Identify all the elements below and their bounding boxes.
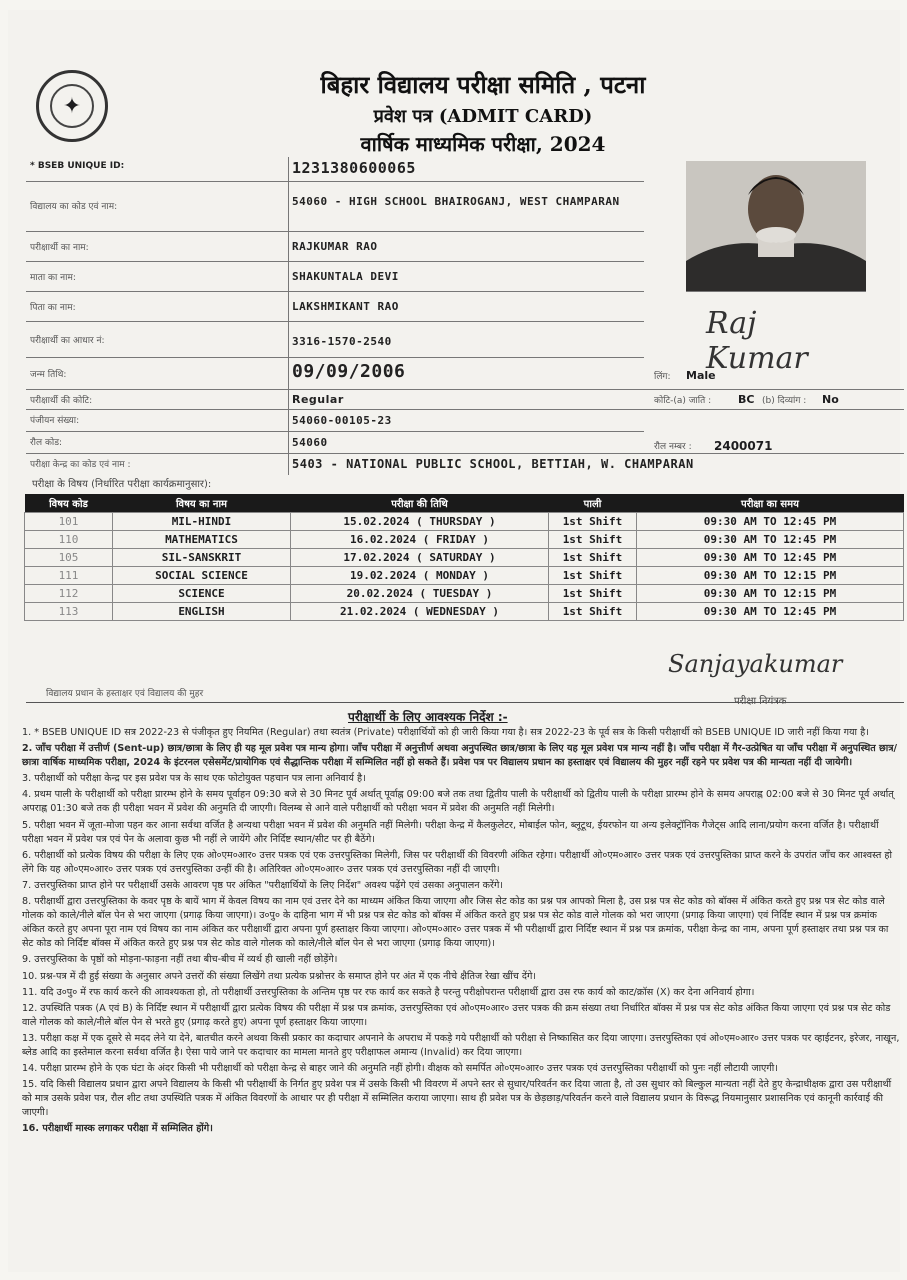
row-aadhar: परीक्षार्थी का आधार नं: 3316-1570-2540	[26, 321, 644, 358]
gender: Male	[686, 369, 716, 382]
card-title: प्रवेश पत्र (ADMIT CARD)	[373, 106, 593, 127]
row-father: पिता का नाम: LAKSHMIKANT RAO	[26, 291, 644, 322]
row-dob: जन्म तिथि: 09/09/2006 लिंग: Male	[26, 357, 904, 390]
table-row: 101 MIL-HINDI 15.02.2024 ( THURSDAY ) 1st Shift 09:30 AM TO 12:45 PM	[25, 513, 904, 531]
bseb-logo	[36, 70, 108, 142]
emblem-icon: ✦	[50, 84, 94, 128]
roll-code: 54060	[292, 436, 328, 449]
school: 54060 - HIGH SCHOOL BHAIROGANJ, WEST CHAMPARAN	[292, 195, 620, 208]
row-category: परीक्षार्थी की कोटि: Regular कोटि-(a) जाति : BC (b) दिव्यांग : No	[26, 389, 904, 410]
father-name: LAKSHMIKANT RAO	[292, 300, 399, 313]
instructions-title: परीक्षार्थी के लिए आवश्यक निर्देश :-	[348, 710, 508, 724]
controller-signature: Sanjayakumar	[668, 650, 843, 678]
instruction-item: 12. उपस्थिति पत्रक (A एवं B) के निर्दिष्ट स्थान में परीक्षार्थी द्वारा प्रत्येक विषय की परीक्षा में प्रश्न पत्र क्रमांक, उत्तरपुस्तिका एवं ओ०एम०आर० उत्तर पत्रक की क्रम संख्या तथा निर्धारित बॉक्स में प्रश्न पत्र सेट कोड अंकित किया जाएगा एवं प्रश्न पत्र सेट कोड वाले गोलक को काले/नीले बॉल पेन से भरते हुए (प्रगाढ़ करते हुए) अपना पूर्ण हस्ताक्षर किया जाएगा।	[22, 1002, 891, 1028]
subjects-label: परीक्षा के विषय (निर्धारित परीक्षा कार्यक्रमानुसार):	[32, 479, 212, 490]
instruction-item: 2. जाँच परीक्षा में उत्तीर्ण (Sent-up) छात्र/छात्रा के लिए ही यह मूल प्रवेश पत्र मान्य होगा। जाँच परीक्षा में अनुत्तीर्ण अथवा अनुपस्थित छात्र/छात्रा के लिए यह मूल प्रवेश पत्र मान्य नहीं है। जाँच परीक्षा में गैर-उत्प्रेषित या जाँच परीक्षा में अनुपस्थित छात्र/छात्रा वार्षिक माध्यमिक परीक्षा, 2024 के इंटरनल एसेसमेंट/प्रायोगिक एवं सैद्धान्तिक परीक्षा में सम्मिलित नहीं हो सकते हैं। प्रवेश पत्र पर विद्यालय प्रधान का हस्ताक्षर एवं विद्यालय की मुहर नहीं रहने पर प्रवेश पत्र की मान्यता नहीं दी जायेगी।	[22, 743, 898, 769]
candidate-info	[26, 157, 904, 475]
row-unique-id: * BSEB UNIQUE ID: 1231380600065	[26, 157, 644, 182]
exam-schedule-table: विषय कोड विषय का नाम परीक्षा की तिथि पाली परीक्षा का समय 101 MIL-HINDI 15.02.2024 ( THURSDAY ) 1st Shift 09:30 AM TO 12:45 PM 110 MATHEMATICS 16.02.2024 ( FRIDAY ) 1st Shift 09:30 AM TO 12:45 PM 105 SIL-SANSKRIT 17.02.2024 ( SATURDAY ) 1st Shift 09:30 AM TO 12:45 PM 111 SOCIAL SCIENCE 19.02.2024 ( MONDAY ) 1st Shift 09:30 AM TO 12:15 PM 112 SCIENCE 20.02.2024 ( TUESDAY ) 1st Shift 09:30 AM TO 12:15 PM 113 ENGLISH 21.02.2024 ( WEDNESDAY ) 1st Shift 09:30 AM TO 12:45 PM	[24, 494, 904, 621]
instructions-list	[22, 726, 902, 1139]
controller-label	[734, 693, 786, 707]
instruction-item: 8. परीक्षार्थी द्वारा उत्तरपुस्तिका के कवर पृष्ठ के बायें भाग में केवल विषय का नाम एवं उत्तर देने का माध्यम अंकित किया जाएगा और जिस सेट कोड का प्रश्न पत्र आपको मिला है, उस प्रश्न पत्र सेट कोड को बॉक्स में अंकित करते हुए प्रश्न पत्र सेट कोड वाले गोलक को काले/नीले बॉल पेन से भरा जाएगा (प्रगाढ़ किया जाएगा)। उ०पु० के दाहिना भाग में भी प्रश्न पत्र सेट कोड को बॉक्स में अंकित करते हुए प्रश्न पत्र सेट कोड वाले गोलक को भरा जाएगा (प्रगाढ़ किया जाएगा) एवं निर्दिष्ट स्थान में प्रश्न पत्र क्रमांक अंकित करते हुए अपना पूरा नाम एवं विषय का नाम अंकित कर परीक्षार्थी द्वारा अपना पूर्ण हस्ताक्षर किया जाएगा। ओ०एम०आर० उत्तर पत्रक में भी परीक्षार्थी द्वारा निर्दिष्ट स्थान में प्रश्न पत्र क्रमांक, परीक्षा केन्द्र का नाम, अपना पूर्ण हस्ताक्षर तथा प्रश्न पत्र का सेट कोड को निर्दिष्ट बॉक्स में अंकित करते हुए प्रश्न पत्र सेट कोड वाले गोलक को काले/नीले बॉल पेन से भरा जाएगा (प्रगाढ़ किया जाएगा)।	[22, 896, 889, 950]
row-school: विद्यालय का कोड एवं नाम: 54060 - HIGH SCHOOL BHAIROGANJ, WEST CHAMPARAN	[26, 181, 644, 232]
exam-centre: 5403 - NATIONAL PUBLIC SCHOOL, BETTIAH, W. CHAMPARAN	[292, 457, 694, 471]
row-mother: माता का नाम: SHAKUNTALA DEVI	[26, 261, 644, 292]
category: Regular	[292, 393, 344, 406]
admit-card-sheet	[8, 10, 900, 1272]
registration: 54060-00105-23	[292, 414, 392, 427]
school-seal-label: विद्यालय प्रधान के हस्ताक्षर एवं विद्यालय की मुहर	[46, 689, 204, 699]
row-reg: पंजीयन संख्या: 54060-00105-23	[26, 409, 644, 432]
exam-title: वार्षिक माध्यमिक परीक्षा, 2024	[360, 132, 606, 156]
table-row: 105 SIL-SANSKRIT 17.02.2024 ( SATURDAY ) 1st Shift 09:30 AM TO 12:45 PM	[25, 549, 904, 567]
candidate-photo	[686, 161, 866, 291]
instruction-item: 6. परीक्षार्थी को प्रत्येक विषय की परीक्षा के लिए एक ओ०एम०आर० उत्तर पत्रक एवं एक उत्तरपुस्तिका मिलेगी, जिस पर परीक्षार्थी की विवरणी अंकित रहेगा। परीक्षार्थी ओ०एम०आर० उत्तर पत्रक एवं उत्तरपुस्तिका प्राप्त करने के उपरांत जाँच कर आश्वस्त हो लेंगे कि यह ओ०एम०आर० उत्तर पत्रक एवं उत्तरपुस्तिका उन्हीं की है। अतिरिक्त ओ०एम०आर० उत्तर पत्रक एवं उत्तरपुस्तिका नहीं दी जाएगी।	[22, 849, 892, 875]
instruction-item: 5. परीक्षा भवन में जूता-मोजा पहन कर आना सर्वथा वर्जित है अन्यथा परीक्षा भवन में प्रवेश की अनुमति नहीं मिलेगी। परीक्षा केन्द्र में कैलकुलेटर, मोबाईल फोन, ब्लूटूथ, ईयरफोन या अन्य इलेक्ट्रॉनिक गैजेट्स आदि लाना/प्रयोग करना वर्जित है। परीक्षार्थी परीक्षा भवन में प्रवेश पत्र एवं पेन के अलावा कुछ भी नहीं ले जायेंगे और निर्दिष्ट स्थान/सीट पर ही बैठेंगे।	[22, 819, 879, 845]
unique-id: 1231380600065	[292, 159, 416, 177]
divyang: No	[822, 393, 839, 406]
instruction-item: 14. परीक्षा प्रारम्भ होने के एक घंटा के अंदर किसी भी परीक्षार्थी को परीक्षा केन्द्र से बाहर जाने की अनुमति नहीं होगी। वीक्षक को समर्पित ओ०एम०आर० उत्तर पत्रक एवं उत्तरपुस्तिका परीक्षार्थी को पुनः नहीं लौटायी जाएगी।	[22, 1063, 778, 1075]
instruction-item: 16. परीक्षार्थी मास्क लगाकर परीक्षा में सम्मिलित होंगे।	[22, 1123, 213, 1135]
mother-name: SHAKUNTALA DEVI	[292, 270, 399, 283]
candidate-name: RAJKUMAR RAO	[292, 240, 378, 253]
instruction-item: 10. प्रश्न-पत्र में दी हुई संख्या के अनुसार अपने उत्तरों की संख्या लिखेंगे तथा प्रत्येक प्रश्नोत्तर के समाप्त होने पर अंत में एक नीचे क्षैतिज रेखा खींच देंगे।	[22, 970, 537, 982]
candidate-signature: Raj Kumar	[686, 291, 866, 368]
instruction-item: 13. परीक्षा कक्ष में एक दूसरे से मदद लेने या देने, बातचीत करने अथवा किसी प्रकार का कदाचार अपनाने के अपराध में पकड़े गये परीक्षार्थी को परीक्षा से निष्कासित कर दिया जाएगा। उत्तरपुस्तिका एवं ओ०एम०आर० उत्तर पत्रक पर व्हाईटनर, इरेजर, नाखून, ब्लेड आदि का इस्तेमाल करना सर्वथा वर्जित है। ऐसा पाये जाने पर कदाचार का मामला मानते हुए परीक्षाफल अमान्य (Invalid) कर दिया जाएगा।	[22, 1032, 900, 1058]
dob: 09/09/2006	[292, 361, 406, 382]
row-name: परीक्षार्थी का नाम: RAJKUMAR RAO	[26, 231, 644, 262]
row-roll-code: रौल कोड: 54060 रौल नम्बर : 2400071	[26, 431, 904, 454]
table-row: 112 SCIENCE 20.02.2024 ( TUESDAY ) 1st Shift 09:30 AM TO 12:15 PM	[25, 585, 904, 603]
instruction-item: 1. * BSEB UNIQUE ID सत्र 2022-23 से पंजीकृत हुए नियमित (Regular) तथा स्वतंत्र (Private) परीक्षार्थियों को ही जारी किया गया है। सत्र 2022-23 के पूर्व सत्र के किसी परीक्षार्थी को BSEB UNIQUE ID जारी नहीं किया गया है।	[22, 727, 869, 738]
instruction-item: 7. उत्तरपुस्तिका प्राप्त होने पर परीक्षार्थी उसके आवरण पृष्ठ पर अंकित "परीक्षार्थियों के लिए निर्देश" अवश्य पढ़ेंगे एवं उसका अनुपालन करेंगे।	[22, 879, 503, 891]
caste: BC	[738, 393, 755, 406]
row-centre: परीक्षा केन्द्र का कोड एवं नाम : 5403 - NATIONAL PUBLIC SCHOOL, BETTIAH, W. CHAMPARAN	[30, 457, 694, 471]
aadhar: 3316-1570-2540	[292, 335, 392, 348]
org-title: बिहार विद्यालय परीक्षा समिति , पटना	[320, 70, 646, 99]
table-row: 113 ENGLISH 21.02.2024 ( WEDNESDAY ) 1st Shift 09:30 AM TO 12:45 PM	[25, 603, 904, 621]
instruction-item: 11. यदि उ०पु० में रफ कार्य करने की आवश्यकता हो, तो परीक्षार्थी उत्तरपुस्तिका के अन्तिम पृष्ठ पर रफ कार्य कर सकते है परन्तु परीक्षोपरान्त परीक्षार्थी द्वारा उस रफ कार्य को काट/क्रॉस (X) कर देना अनिवार्य होगा।	[22, 986, 755, 998]
instruction-item: 9. उत्तरपुस्तिका के पृष्ठों को मोड़ना-फाड़ना नहीं तथा बीच-बीच में व्यर्थ ही खाली नहीं छोड़ेंगे।	[22, 954, 338, 966]
table-row: 110 MATHEMATICS 16.02.2024 ( FRIDAY ) 1st Shift 09:30 AM TO 12:45 PM	[25, 531, 904, 549]
table-row: 111 SOCIAL SCIENCE 19.02.2024 ( MONDAY ) 1st Shift 09:30 AM TO 12:15 PM	[25, 567, 904, 585]
instruction-item: 15. यदि किसी विद्यालय प्रधान द्वारा अपने विद्यालय के किसी भी परीक्षार्थी के निर्गत हुए प्रवेश पत्र में उसके किसी भी विवरण में अपने स्तर से सुधार/परिवर्तन कर दिया जाता है, तो उस सुधार को बिल्कुल मान्यता नहीं देते हुए केन्द्राधीक्षक द्वारा उस परीक्षार्थी को मात्र उसके प्रवेश पत्र, रौल शीट तथा उपस्थिति पत्रक में अंकित विवरणों के आधार पर ही परीक्षा में सम्मिलित कराया जाएगा। साथ ही प्रवेश पत्र के छेड़छाड़/परिवर्तन करने वाले विद्यालय प्रधान के विरूद्ध नियमानुसार प्रशासनिक एवं कानूनी कार्रवाई की जाएगी।	[22, 1079, 892, 1119]
instruction-item: 3. परीक्षार्थी को परीक्षा केन्द्र पर इस प्रवेश पत्र के साथ एक फोटोयुक्त पहचान पत्र लाना अनिवार्य है।	[22, 773, 366, 785]
roll-number: 2400071	[714, 439, 773, 453]
instruction-item: 4. प्रथम पाली के परीक्षार्थी को परीक्षा प्रारम्भ होने के समय पूर्वाहन 09:30 बजे से 30 मिनट पूर्व अर्थात् पूर्वाह्न 09:00 बजे तक तथा द्वितीय पाली के परीक्षार्थी को द्वितीय पाली के परीक्षा प्रारम्भ होने के समय अपराह्न 02:00 बजे से 30 मिनट पूर्व अर्थात् अपराह्न 01:30 बजे तक ही परीक्षा भवन में प्रवेश की अनुमति दी जाएगी। विलम्ब से आने वाले परीक्षार्थी को परीक्षा भवन में प्रवेश की अनुमति नहीं मिलेगी।	[22, 789, 894, 815]
